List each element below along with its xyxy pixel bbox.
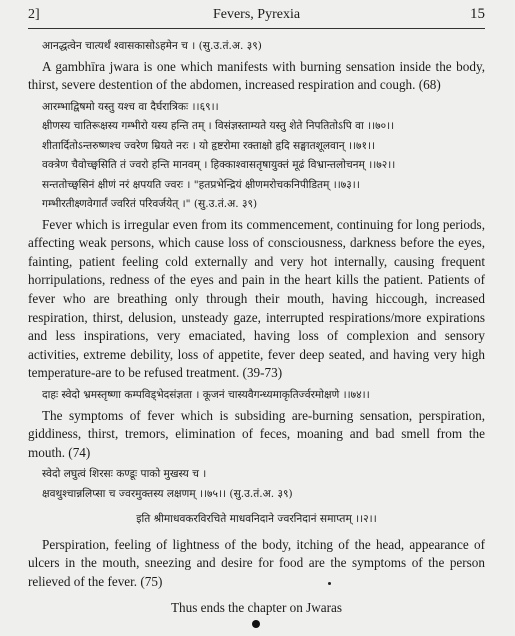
chapter-closing-line: Thus ends the chapter on Jwaras: [170, 599, 343, 615]
sanskrit-verse-block: [28, 98, 485, 215]
sanskrit-verse-line: वक्त्रेण चैवोच्छ्वसिति तं ज्वरो हन्ति मानवम् । हिक्काश्वासतृषायुक्तं मूढं विभ्रान्तलोचनम् ।।७२।।: [42, 159, 396, 172]
page-header: [28, 0, 485, 29]
sanskrit-colophon: इति श्रीमाधवकरविरचिते माधवनिदाने ज्वरनिदानं समाप्तम् ।।२।।: [136, 513, 377, 526]
sanskrit-verse-line: गम्भीरतीक्ष्णवेगार्तं ज्वरितं परिवर्जयेत् ।" (सु.उ.तं.अ. ३९): [42, 198, 258, 211]
translation-paragraph: The symptoms of fever which is subsiding are-burning sensation, perspiration, giddiness, thirst, tremors, elimination of feces, moaning and bad smell from the mouth. (74): [28, 407, 485, 460]
sanskrit-verse-line: आरम्भाद्विषमो यस्तु यश्च वा दैर्घरात्रिकः ।।६९।।: [42, 100, 219, 113]
ink-speck: [328, 582, 331, 585]
sanskrit-verse-line: सन्ततोच्छ्वसिनं क्षीणं नरं क्षपयति ज्वरः । "हतप्रभेन्द्रियं क्षीणमरोचकनिपीडितम् ।।७३।।: [42, 178, 360, 191]
translation-paragraph: Perspiration, feeling of lightness of the body, itching of the head, appearance of ulcers in the mouth, sneezing and desire for food are the symptoms of the person relieved of the fever. (75): [28, 536, 485, 589]
translation-paragraph: Fever which is irregular even from its commencement, continuing for long periods, affecting weak persons, which cause loss of consciousness, darkness before the eyes, fainting, patient feeling cold externally and very hot internally, causing frequent horripulations, redness of the eyes and pain in the heart kills the patient. Patients of fever who are breathing only through their mouth, having hiccough, increased respiration, thirst, delusion, unsteady gaze, interrupted respirations/more expirations and less inspirations, very emaciated, having loss of complexion and sensory activities, extreme debility, loss of appetite, fever deep seated, and having very high temperature-are to be refused treatment. (39-73): [28, 216, 485, 381]
page-body: [28, 29, 485, 616]
translation-paragraph: A gambhīra jwara is one which manifests with burning sensation inside the body, thirst, severe destention of the abdomen, increased respiration and cough. (68): [28, 58, 485, 93]
bullet-ornament: [252, 620, 260, 628]
sanskrit-verse-line: शीतार्दितोऽन्तरुष्णश्च ज्वरेण म्रियते नरः । यो हृष्टरोमा रक्ताक्षो हृदि सङ्घातशूलवान् ।।७१।।: [42, 139, 376, 152]
running-title: Fevers, Pyrexia: [212, 7, 301, 22]
sanskrit-verse-line: आनद्धत्वेन चात्यर्थं श्वासकासोऽहमेन च । (सु.उ.तं.अ. ३९): [42, 40, 262, 52]
sanskrit-verse-line: दाहः स्वेदो भ्रमस्तृष्णा कम्पविड्भेदसंज्ञता । कूजनं चास्यवैगन्ध्यमाकृतिर्ज्वरमोक्षणे ।।७४।।: [42, 389, 370, 402]
sanskrit-verse-block: [28, 465, 485, 504]
sanskrit-verse-line: क्षवथुश्चान्नलिप्सा च ज्वरमुक्तस्य लक्षणम् ।।७५।। (सु.उ.तं.अ. ३९): [42, 487, 293, 500]
page-number-right: 15: [470, 6, 485, 22]
sanskrit-verse-line: क्षीणस्य चातिरूक्षस्य गम्भीरो यस्य हन्ति तम् । विसंज्ञस्ताम्यते यस्तु शेते निपतितोऽपि वा ।।७०।।: [42, 120, 395, 133]
page-number-left: 2]: [28, 7, 40, 22]
sanskrit-verse-line: स्वेदो लघुत्वं शिरसः कण्डूः पाको मुखस्य च ।: [42, 468, 207, 481]
